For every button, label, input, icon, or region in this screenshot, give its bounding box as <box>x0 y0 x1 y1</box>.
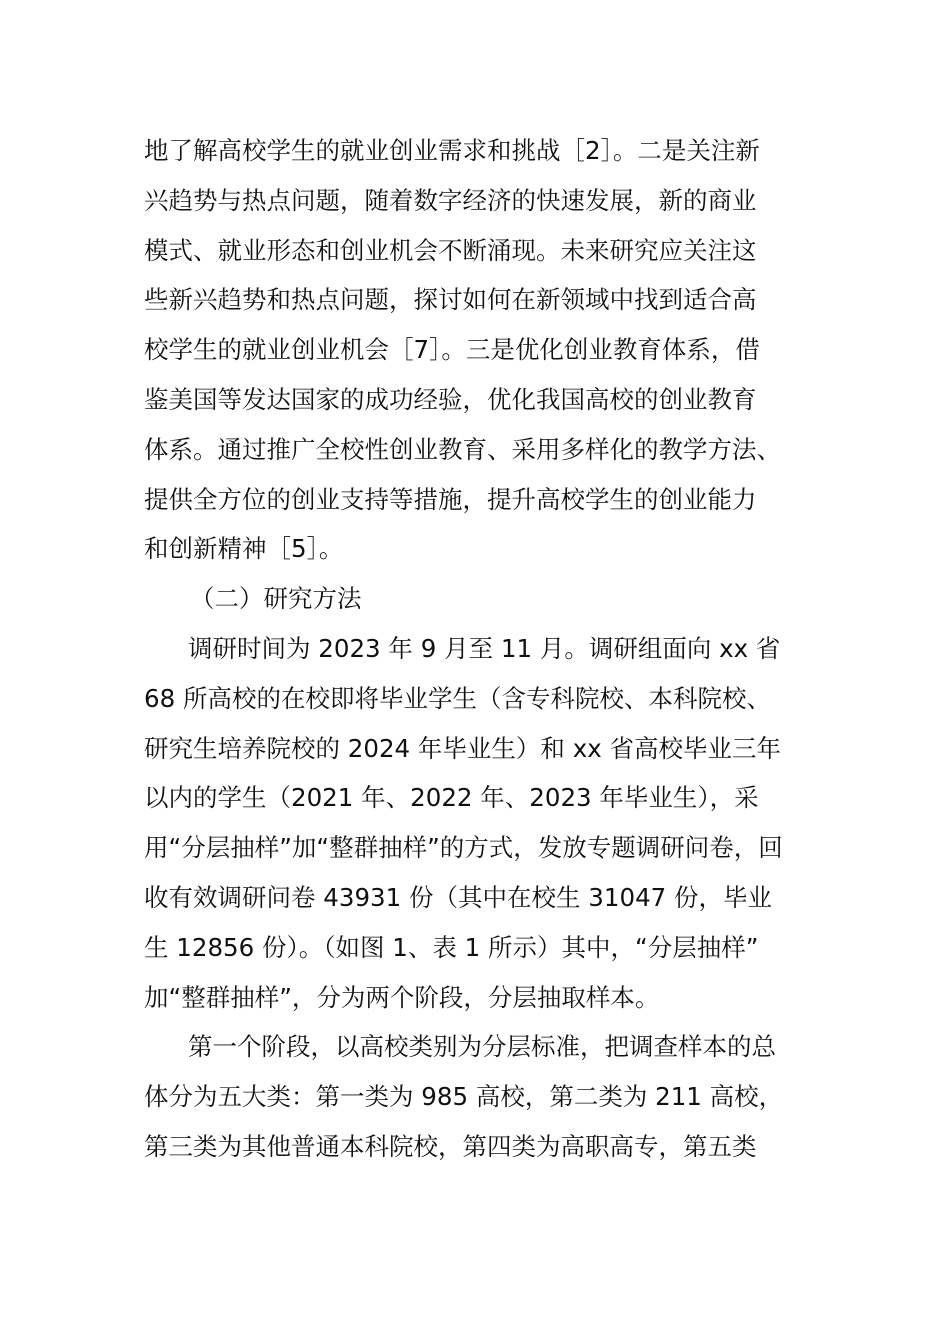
paragraph-2-line-2: 68 所高校的在校即将毕业学生（含专科院校、本科院校、 <box>144 683 771 713</box>
paragraph-2-line-4: 以内的学生（2021 年、2022 年、2023 年毕业生），采 <box>144 783 759 813</box>
paragraph-1-line-1: 地了解高校学生的就业创业需求和挑战［2］。二是关注新 <box>144 136 760 165</box>
paragraph-3-line-2: 体分为五大类：第一类为 985 高校，第二类为 211 高校， <box>144 1082 784 1112</box>
paragraph-1-line-6: 鉴美国等发达国家的成功经验，优化我国高校的创业教育 <box>144 384 757 414</box>
paragraph-1-line-3: 模式、就业形态和创业机会不断涌现。未来研究应关注这 <box>144 235 757 265</box>
paragraph-1-line-4: 些新兴趋势和热点问题，探讨如何在新领域中找到适合高 <box>144 285 757 315</box>
section-heading: （二）研究方法 <box>190 584 362 614</box>
paragraph-2-line-6: 收有效调研问卷 43931 份（其中在校生 31047 份，毕业 <box>144 882 773 912</box>
paragraph-1-line-9: 和创新精神［5］。 <box>144 534 344 564</box>
paragraph-1-line-5: 校学生的就业创业机会［7］。三是优化创业教育体系，借 <box>144 335 760 365</box>
paragraph-1-line-2: 兴趋势与热点问题，随着数字经济的快速发展，新的商业 <box>144 185 757 215</box>
paragraph-2-line-8: 加“整群抽样”，分为两个阶段，分层抽取样本。 <box>144 982 660 1012</box>
document-body <box>144 126 804 1172</box>
paragraph-2-line-3: 研究生培养院校的 2024 年毕业生）和 xx 省高校毕业三年 <box>144 733 781 763</box>
paragraph-2-line-7: 生 12856 份）。（如图 1、表 1 所示）其中，“分层抽样” <box>144 932 759 962</box>
paragraph-3-line-3: 第三类为其他普通本科院校，第四类为高职高专，第五类 <box>144 1131 757 1161</box>
paragraph-1-line-8: 提供全方位的创业支持等措施，提升高校学生的创业能力 <box>144 484 757 514</box>
paragraph-3-line-1: 第一个阶段，以高校类别为分层标准，把调查样本的总 <box>188 1032 776 1062</box>
paragraph-1-line-7: 体系。通过推广全校性创业教育、采用多样化的教学方法、 <box>144 434 781 464</box>
paragraph-2-line-1: 调研时间为 2023 年 9 月至 11 月。调研组面向 xx 省 <box>188 633 781 663</box>
paragraph-2-line-5: 用“分层抽样”加“整群抽样”的方式，发放专题调研问卷，回 <box>144 833 783 863</box>
